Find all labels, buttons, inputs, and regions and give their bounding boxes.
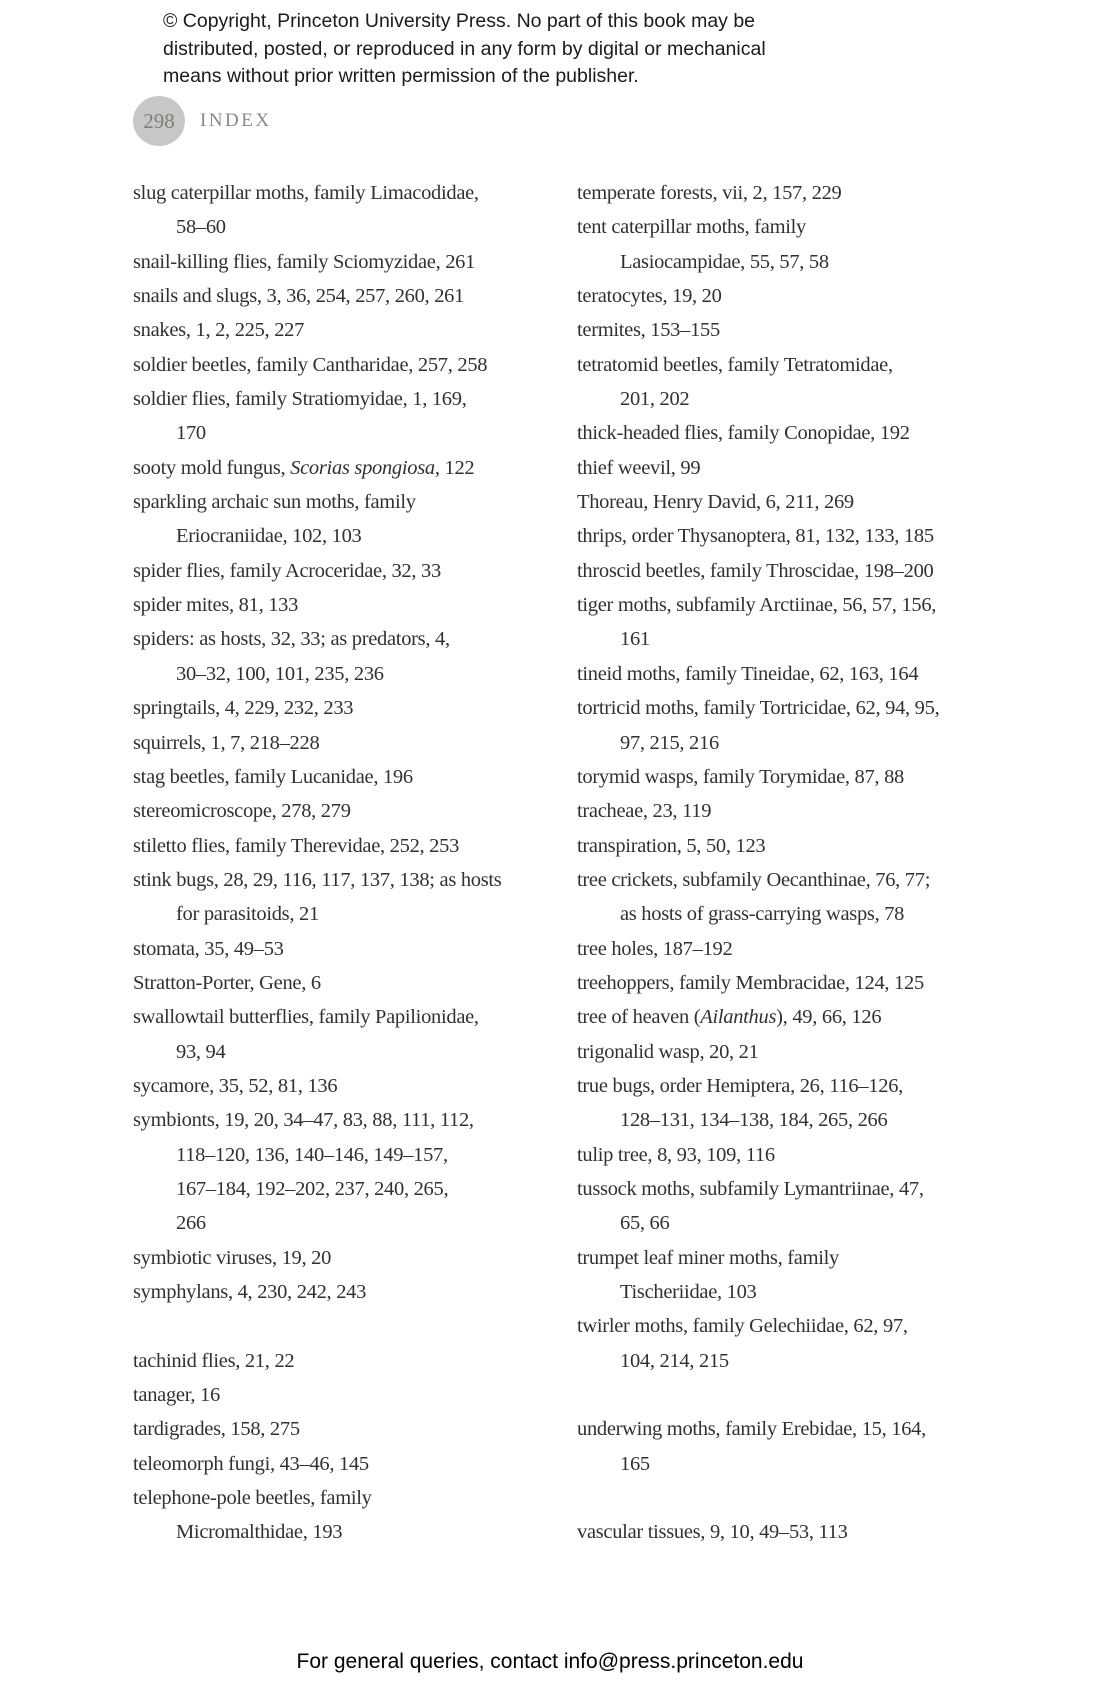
index-column-right <box>577 176 1100 1550</box>
index-entry-line: spiders: as hosts, 32, 33; as predators, 4, <box>133 628 450 651</box>
index-entry-line: 266 <box>176 1212 206 1235</box>
index-entry-line: stereomicroscope, 278, 279 <box>133 800 351 823</box>
index-entry-line: Stratton-Porter, Gene, 6 <box>133 971 321 994</box>
index-entry-line: 170 <box>176 422 206 445</box>
footer <box>0 1650 1100 1674</box>
index-entry-line: 128–131, 134–138, 184, 265, 266 <box>620 1109 888 1132</box>
index-entry-line: true bugs, order Hemiptera, 26, 116–126, <box>577 1074 903 1097</box>
page-number: 298 <box>143 109 175 133</box>
index-entry-line: stag beetles, family Lucanidae, 196 <box>133 765 413 788</box>
copyright-line: © Copyright, Princeton University Press. No part of this book may be <box>163 10 756 32</box>
index-blank-line <box>133 1309 577 1343</box>
index-entry-line: underwing moths, family Erebidae, 15, 164, <box>577 1418 926 1441</box>
index-entry-line: tardigrades, 158, 275 <box>133 1418 300 1441</box>
index-entry-line: Lasiocampidae, 55, 57, 58 <box>620 250 829 273</box>
copyright-line: means without prior written permission of the publisher. <box>163 65 639 87</box>
index-entry-line: spider mites, 81, 133 <box>133 594 299 617</box>
index-entry-line: squirrels, 1, 7, 218–228 <box>133 731 320 754</box>
index-blank-line <box>577 1481 1100 1515</box>
index-entry-line: Micromalthidae, 193 <box>176 1521 343 1544</box>
copyright-notice <box>163 8 766 91</box>
index-entry-line: tineid moths, family Tineidae, 62, 163, 164 <box>577 662 919 685</box>
index-entry-line: telephone-pole beetles, family <box>133 1487 372 1510</box>
index-entry-line: snakes, 1, 2, 225, 227 <box>133 319 305 342</box>
index-entry-line: stomata, 35, 49–53 <box>133 937 284 960</box>
page-number-badge <box>133 96 185 146</box>
index-entry-line: tree holes, 187–192 <box>577 937 733 960</box>
index-entry-line: tetratomid beetles, family Tetratomidae, <box>577 353 893 376</box>
index-entry-line: sycamore, 35, 52, 81, 136 <box>133 1074 338 1097</box>
index-entry-line: tree crickets, subfamily Oecanthinae, 76, 77; <box>577 868 931 891</box>
index-entry-line: 161 <box>620 628 650 651</box>
index-entry-line: Eriocraniidae, 102, 103 <box>176 525 362 548</box>
index-entry-line: teratocytes, 19, 20 <box>577 285 722 308</box>
index-entry-line: stiletto flies, family Therevidae, 252, 253 <box>133 834 460 857</box>
index-entry-line: thick-headed flies, family Conopidae, 192 <box>577 422 910 445</box>
index-entry-text: , 122 <box>434 456 475 479</box>
index-entry-line: 165 <box>620 1452 650 1475</box>
index-entry-line: twirler moths, family Gelechiidae, 62, 97, <box>577 1315 908 1338</box>
index-entry-line: tracheae, 23, 119 <box>577 800 712 823</box>
index-entry-line: 65, 66 <box>620 1212 670 1235</box>
index-entry-italic-text: Scorias spongiosa <box>290 456 435 479</box>
page-title: INDEX <box>200 110 272 131</box>
index-entry-line: slug caterpillar moths, family Limacodidae, <box>133 182 479 204</box>
index-entry-line: 118–120, 136, 140–146, 149–157, <box>176 1143 448 1166</box>
index-entry-line: Thoreau, Henry David, 6, 211, 269 <box>577 491 854 514</box>
index-entry-line: as hosts of grass-carrying wasps, 78 <box>620 903 905 926</box>
index-entry-line: 104, 214, 215 <box>620 1349 729 1372</box>
index-entry-line: trigonalid wasp, 20, 21 <box>577 1040 759 1063</box>
index-entry-line: vascular tissues, 9, 10, 49–53, 113 <box>577 1521 848 1544</box>
index-entry-line <box>133 451 577 485</box>
index-entry-line: sparkling archaic sun moths, family <box>133 491 416 514</box>
index-entry-line: thief weevil, 99 <box>577 456 701 479</box>
index-entry-line: 97, 215, 216 <box>620 731 719 754</box>
index-entry-line: symbionts, 19, 20, 34–47, 83, 88, 111, 112, <box>133 1109 474 1132</box>
index-entry-line: symbiotic viruses, 19, 20 <box>133 1246 332 1269</box>
index-entry-line: 167–184, 192–202, 237, 240, 265, <box>176 1177 449 1200</box>
index-entry-text: ), 49, 66, 126 <box>776 1006 882 1029</box>
copyright-line: distributed, posted, or reproduced in any form by digital or mechanical <box>163 37 766 60</box>
index-entry-line: 201, 202 <box>620 388 690 411</box>
index-entry-line: symphylans, 4, 230, 242, 243 <box>133 1281 367 1303</box>
index-blank-line <box>577 1378 1100 1412</box>
index-entry-line: tiger moths, subfamily Arctiinae, 56, 57, 156, <box>577 594 937 617</box>
index-entry-line: soldier flies, family Stratiomyidae, 1, 169, <box>133 388 467 411</box>
index-entry-line <box>577 1000 1100 1034</box>
index-entry-line: 93, 94 <box>176 1040 226 1063</box>
index-entry-line: stink bugs, 28, 29, 116, 117, 137, 138; as hosts <box>133 868 502 891</box>
index-entry-line: for parasitoids, 21 <box>176 903 319 926</box>
index-entry-text: sooty mold fungus, <box>133 456 291 479</box>
index-entry-line: teleomorph fungi, 43–46, 145 <box>133 1452 369 1475</box>
index-entry-line: throscid beetles, family Throscidae, 198–200 <box>577 559 934 582</box>
index-entry-italic-text: Ailanthus <box>700 1006 777 1029</box>
index-entry-line: trumpet leaf miner moths, family <box>577 1246 839 1269</box>
index-entry-line: treehoppers, family Membracidae, 124, 125 <box>577 971 924 994</box>
index-entry-line: torymid wasps, family Torymidae, 87, 88 <box>577 765 904 788</box>
index-entry-line: tulip tree, 8, 93, 109, 116 <box>577 1143 775 1166</box>
index-column-left <box>133 176 577 1550</box>
index-entry-line: snail-killing flies, family Sciomyzidae, 261 <box>133 250 476 273</box>
index-entry-line: tent caterpillar moths, family <box>577 216 806 239</box>
index-entry-line: tachinid flies, 21, 22 <box>133 1349 295 1372</box>
index-entry-line: snails and slugs, 3, 36, 254, 257, 260, 261 <box>133 285 465 308</box>
index-entry-line: soldier beetles, family Cantharidae, 257, 258 <box>133 353 488 376</box>
index-entry-line: termites, 153–155 <box>577 319 720 342</box>
index-entry-line: 58–60 <box>176 216 226 239</box>
index-entry-line: 30–32, 100, 101, 235, 236 <box>176 662 384 685</box>
index-entry-line: temperate forests, vii, 2, 157, 229 <box>577 182 842 204</box>
footer-contact-text: For general queries, contact info@press.princeton.edu <box>296 1650 804 1673</box>
index-entry-line: tanager, 16 <box>133 1384 220 1407</box>
index-entry-line: tortricid moths, family Tortricidae, 62, 94, 95, <box>577 697 940 720</box>
index-entry-line: swallowtail butterflies, family Papilionidae, <box>133 1006 479 1029</box>
index-entry-line: thrips, order Thysanoptera, 81, 132, 133, 185 <box>577 525 934 548</box>
index-entry-line: transpiration, 5, 50, 123 <box>577 834 766 857</box>
index-entry-line: tussock moths, subfamily Lymantriinae, 47, <box>577 1177 924 1200</box>
index-entry-text: tree of heaven ( <box>577 1006 701 1029</box>
index-entry-line: spider flies, family Acroceridae, 32, 33 <box>133 559 441 582</box>
index-entry-line: Tischeriidae, 103 <box>620 1281 757 1303</box>
index-entry-line: springtails, 4, 229, 232, 233 <box>133 697 354 720</box>
